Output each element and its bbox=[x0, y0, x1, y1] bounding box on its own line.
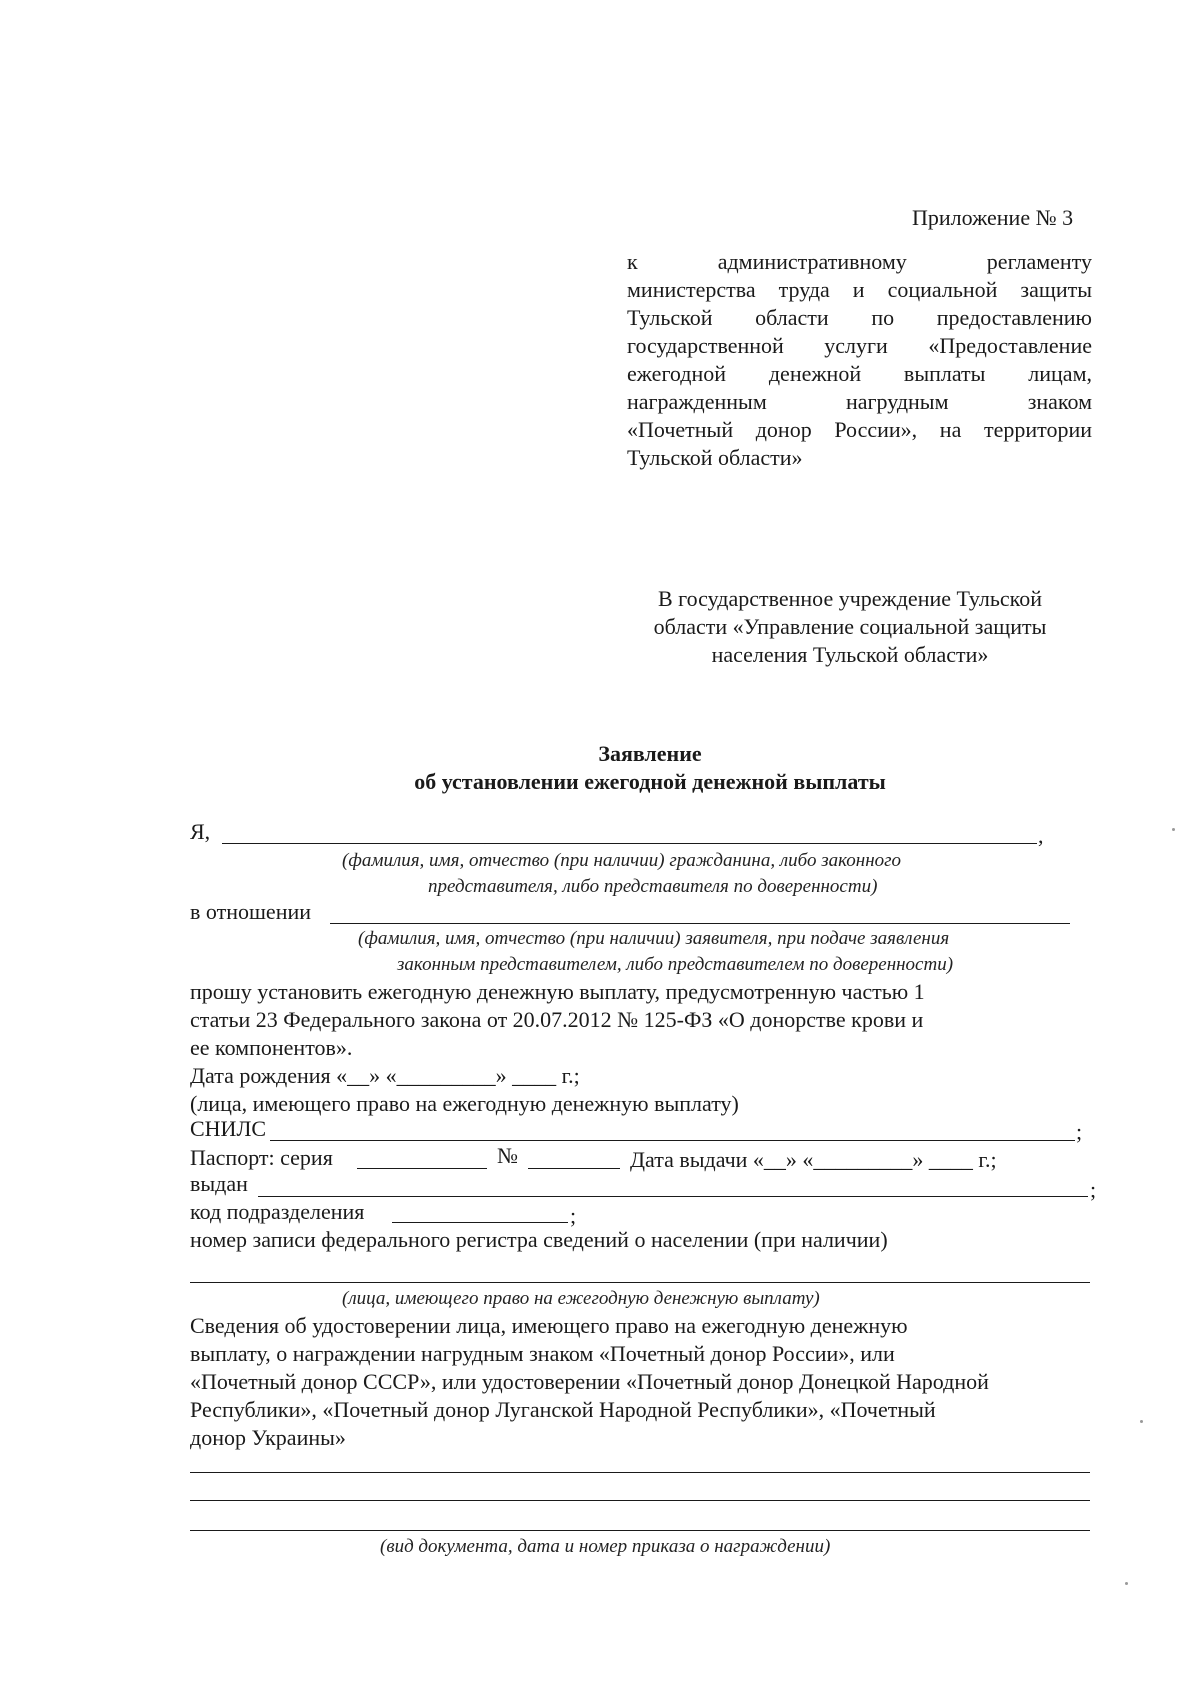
issued-label: выдан bbox=[190, 1171, 248, 1196]
regarding-name-line[interactable] bbox=[330, 923, 1070, 924]
document-title: Заявление bbox=[598, 741, 702, 766]
regulation-line: к административному регламенту bbox=[627, 249, 1092, 274]
passport-series-label: Паспорт: серия bbox=[190, 1145, 333, 1170]
issued-end: ; bbox=[1090, 1177, 1097, 1202]
document-info-line-2[interactable] bbox=[190, 1500, 1090, 1501]
regulation-line: награжденным нагрудным знаком bbox=[627, 389, 1092, 414]
document-subtitle: об установлении ежегодной денежной выплаты bbox=[414, 769, 886, 794]
applicant-label: Я, bbox=[190, 819, 211, 844]
registry-line[interactable] bbox=[190, 1282, 1090, 1283]
regarding-hint: (фамилия, имя, отчество (при наличии) заявителя, при подаче заявления bbox=[358, 928, 950, 949]
regulation-line: «Почетный донор России», на территории bbox=[627, 417, 1092, 442]
certificate-line: «Почетный донор СССР», или удостоверении «Почетный донор Донецкой Народной bbox=[190, 1369, 989, 1394]
birth-date-hint: (лица, имеющего право на ежегодную денежную выплату) bbox=[190, 1091, 739, 1116]
issued-line[interactable] bbox=[258, 1196, 1088, 1197]
regarding-label: в отношении bbox=[190, 899, 312, 924]
request-line: статьи 23 Федерального закона от 20.07.2012 № 125-ФЗ «О донорстве крови и bbox=[190, 1007, 924, 1032]
regulation-line: Тульской области по предоставлению bbox=[627, 305, 1092, 330]
certificate-line: Сведения об удостоверении лица, имеющего право на ежегодную денежную bbox=[190, 1313, 908, 1338]
regulation-line: министерства труда и социальной защиты bbox=[627, 277, 1092, 302]
addressee-line: населения Тульской области» bbox=[711, 642, 989, 667]
addressee-line: В государственное учреждение Тульской bbox=[657, 586, 1043, 611]
snils-label: СНИЛС bbox=[190, 1116, 267, 1141]
regarding-hint: законным представителем, либо представителем по доверенности) bbox=[397, 954, 954, 975]
applicant-comma: , bbox=[1038, 823, 1044, 848]
addressee-block bbox=[620, 585, 1080, 669]
applicant-name-line[interactable] bbox=[222, 843, 1037, 844]
passport-series-line[interactable] bbox=[357, 1168, 487, 1169]
snils-line[interactable] bbox=[270, 1140, 1075, 1141]
document-info-hint: (вид документа, дата и номер приказа о награждении) bbox=[380, 1536, 831, 1557]
document-info-line-3[interactable] bbox=[190, 1530, 1090, 1531]
appendix-label: Приложение № 3 bbox=[912, 205, 1074, 230]
applicant-hint: представителя, либо представителя по доверенности) bbox=[428, 876, 878, 897]
scan-speck bbox=[1140, 1420, 1143, 1423]
certificate-line: Республики», «Почетный донор Луганской Народной Республики», «Почетный bbox=[190, 1397, 936, 1422]
regulation-line: ежегодной денежной выплаты лицам, bbox=[627, 361, 1092, 386]
request-line: ее компонентов». bbox=[190, 1035, 353, 1060]
regulation-line: государственной услуги «Предоставление bbox=[627, 333, 1092, 358]
division-code-label: код подразделения bbox=[190, 1199, 365, 1224]
registry-label: номер записи федерального регистра сведений о населении (при наличии) bbox=[190, 1227, 888, 1252]
passport-number-label: № bbox=[497, 1143, 518, 1168]
request-line: прошу установить ежегодную денежную выплату, предусмотренную частью 1 bbox=[190, 979, 925, 1004]
document-info-line-1[interactable] bbox=[190, 1472, 1090, 1473]
certificate-line: донор Украины» bbox=[190, 1425, 346, 1450]
snils-end: ; bbox=[1076, 1119, 1083, 1144]
certificate-line: выплату, о награждении нагрудным знаком «Почетный донор России», или bbox=[190, 1341, 895, 1366]
scan-speck bbox=[1172, 828, 1175, 831]
division-code-line[interactable] bbox=[392, 1222, 568, 1223]
regulation-block bbox=[627, 248, 1092, 472]
passport-date-field[interactable]: Дата выдачи «__» «_________» ____ г.; bbox=[630, 1147, 997, 1172]
registry-hint: (лица, имеющего право на ежегодную денежную выплату) bbox=[342, 1288, 820, 1309]
division-code-end: ; bbox=[570, 1203, 577, 1228]
regulation-line: Тульской области» bbox=[627, 445, 803, 470]
applicant-hint: (фамилия, имя, отчество (при наличии) гражданина, либо законного bbox=[342, 850, 902, 871]
scan-speck bbox=[1125, 1582, 1128, 1585]
passport-number-line[interactable] bbox=[528, 1168, 620, 1169]
addressee-line: области «Управление социальной защиты bbox=[653, 614, 1047, 639]
birth-date-field[interactable]: Дата рождения «__» «_________» ____ г.; bbox=[190, 1063, 580, 1088]
